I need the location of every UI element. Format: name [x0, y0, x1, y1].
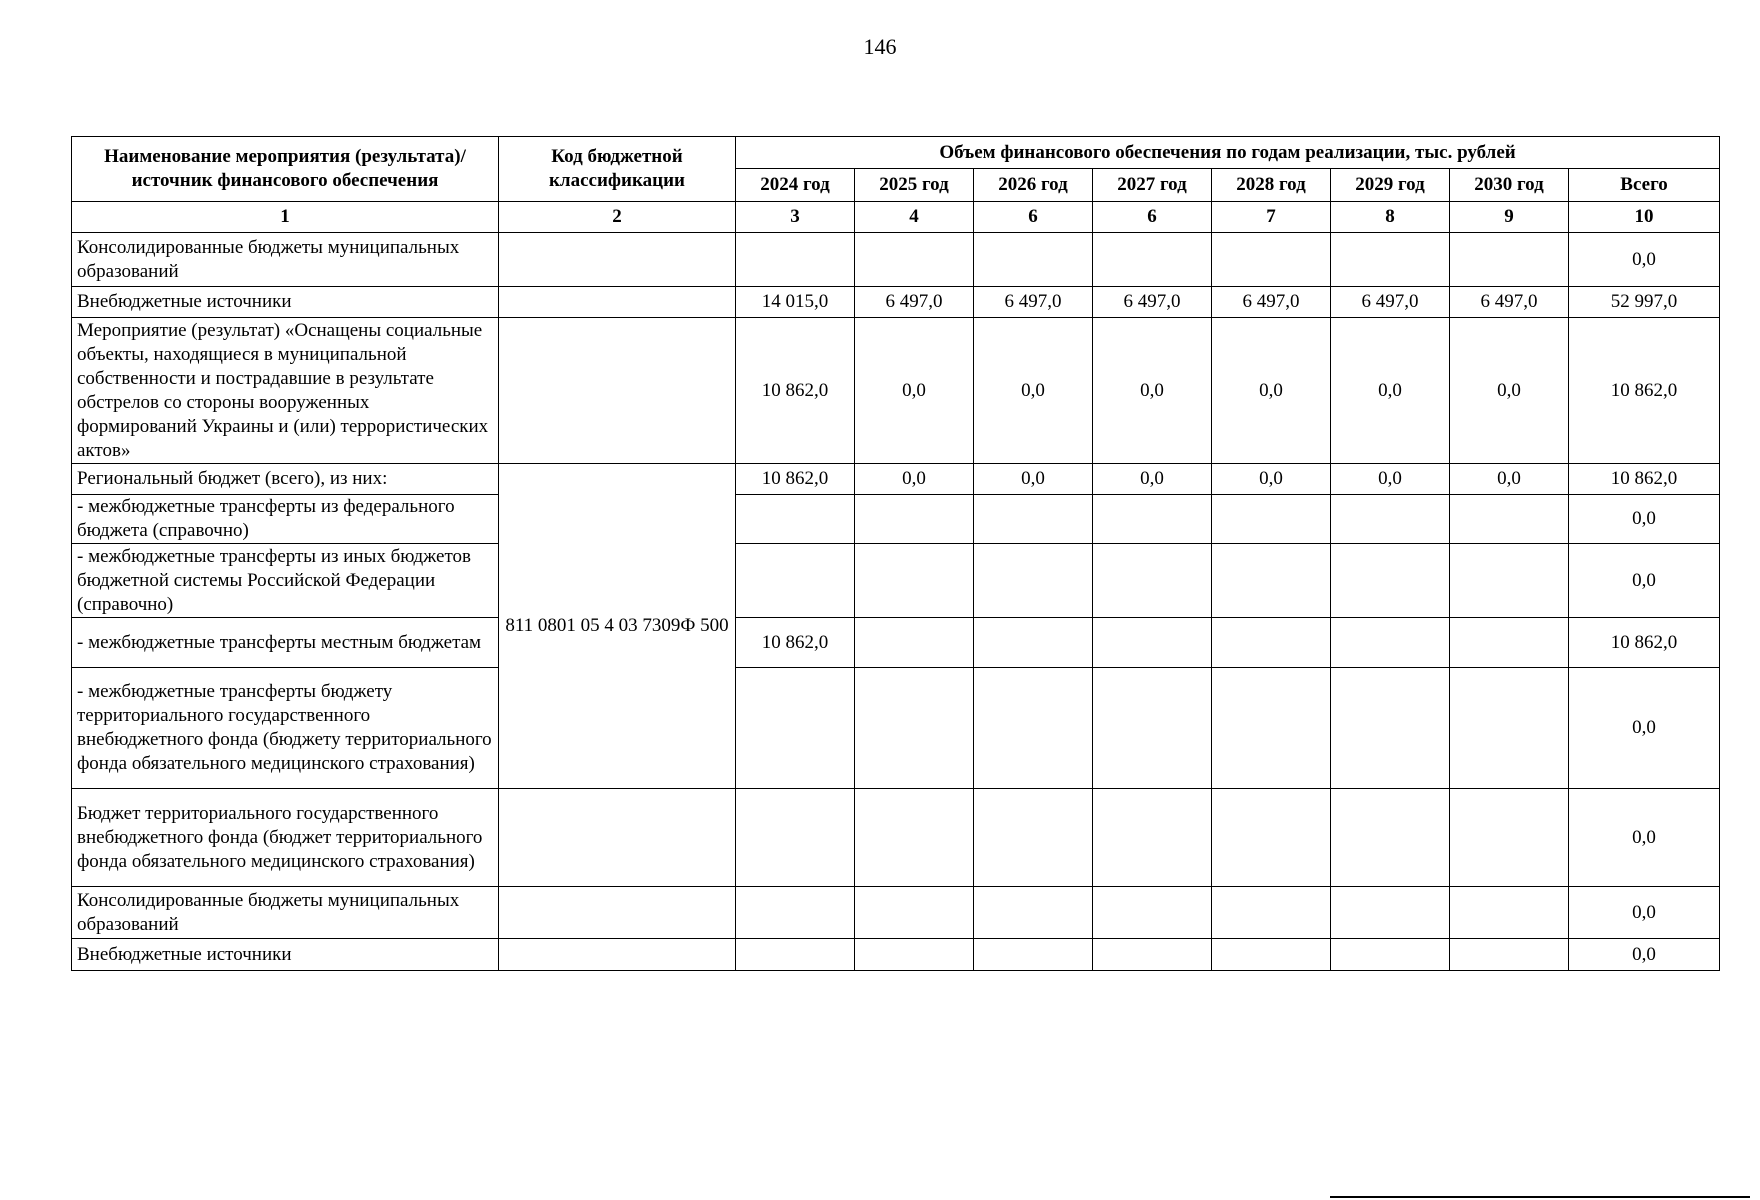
cell-2029	[1331, 668, 1450, 789]
cell-2025: 0,0	[855, 318, 974, 464]
row-code	[499, 233, 736, 287]
header-year-2027: 2027 год	[1093, 169, 1212, 202]
cell-2030	[1450, 495, 1569, 544]
header-total: Всего	[1569, 169, 1720, 202]
table-row	[72, 287, 1720, 318]
header-year-2029: 2029 год	[1331, 169, 1450, 202]
page-number: 146	[863, 34, 897, 59]
cell-2027: 0,0	[1093, 318, 1212, 464]
cell-2030	[1450, 668, 1569, 789]
table-row	[72, 668, 1720, 789]
cell-2028	[1212, 668, 1331, 789]
cell-2028: 0,0	[1212, 464, 1331, 495]
cell-2029: 0,0	[1331, 464, 1450, 495]
row-name: Мероприятие (результат) «Оснащены социальные объекты, находящиеся в муниципальной собственности и пострадавшие в результате обстрелов со стороны вооруженных формирований Украины и (или) террористических актов»	[72, 318, 499, 464]
cell-2029	[1331, 618, 1450, 668]
cell-2026	[974, 939, 1093, 971]
cell-2029	[1331, 939, 1450, 971]
cell-total: 10 862,0	[1569, 464, 1720, 495]
cell-2030	[1450, 887, 1569, 939]
cell-2024	[736, 789, 855, 887]
cell-2025	[855, 887, 974, 939]
cell-2025: 0,0	[855, 464, 974, 495]
cell-total: 0,0	[1569, 887, 1720, 939]
cell-2029	[1331, 495, 1450, 544]
header-year-2025: 2025 год	[855, 169, 974, 202]
row-code	[499, 287, 736, 318]
budget-table	[71, 136, 1720, 971]
header-year-2028: 2028 год	[1212, 169, 1331, 202]
cell-2026	[974, 668, 1093, 789]
column-number: 4	[855, 202, 974, 233]
cell-2027: 6 497,0	[1093, 287, 1212, 318]
cell-2025	[855, 668, 974, 789]
header-year-2024: 2024 год	[736, 169, 855, 202]
row-name: Внебюджетные источники	[72, 939, 499, 971]
header-year-2026: 2026 год	[974, 169, 1093, 202]
cell-2024	[736, 495, 855, 544]
header-year-2030: 2030 год	[1450, 169, 1569, 202]
row-code	[499, 939, 736, 971]
cell-total: 0,0	[1569, 233, 1720, 287]
cell-2026	[974, 495, 1093, 544]
cell-2027	[1093, 668, 1212, 789]
table-row	[72, 939, 1720, 971]
cell-2025	[855, 618, 974, 668]
cell-2028: 0,0	[1212, 318, 1331, 464]
table-row	[72, 233, 1720, 287]
cell-2024: 14 015,0	[736, 287, 855, 318]
cell-2028	[1212, 939, 1331, 971]
row-name: Консолидированные бюджеты муниципальных образований	[72, 233, 499, 287]
row-name: Внебюджетные источники	[72, 287, 499, 318]
merged-code-cell: 811 0801 05 4 03 7309Ф 500	[499, 464, 736, 789]
cell-2028	[1212, 495, 1331, 544]
cell-2027	[1093, 939, 1212, 971]
column-number: 2	[499, 202, 736, 233]
cell-2029: 6 497,0	[1331, 287, 1450, 318]
cell-2029	[1331, 789, 1450, 887]
header-name-column: Наименование мероприятия (результата)/ источник финансового обеспечения	[72, 137, 499, 202]
column-number: 7	[1212, 202, 1331, 233]
column-number: 3	[736, 202, 855, 233]
cell-2024	[736, 233, 855, 287]
cell-2027: 0,0	[1093, 464, 1212, 495]
cell-total: 0,0	[1569, 939, 1720, 971]
cell-2028	[1212, 544, 1331, 618]
cell-2026: 0,0	[974, 464, 1093, 495]
cell-2028: 6 497,0	[1212, 287, 1331, 318]
cell-2030	[1450, 544, 1569, 618]
cell-2030	[1450, 939, 1569, 971]
column-number: 8	[1331, 202, 1450, 233]
cell-2027	[1093, 233, 1212, 287]
row-name: Консолидированные бюджеты муниципальных образований	[72, 887, 499, 939]
table-row	[72, 887, 1720, 939]
table-row	[72, 789, 1720, 887]
cell-2027	[1093, 618, 1212, 668]
row-code	[499, 789, 736, 887]
column-number: 10	[1569, 202, 1720, 233]
cell-2030: 0,0	[1450, 464, 1569, 495]
cell-total: 10 862,0	[1569, 318, 1720, 464]
cell-2030: 6 497,0	[1450, 287, 1569, 318]
cell-2024: 10 862,0	[736, 618, 855, 668]
row-code	[499, 318, 736, 464]
cell-total: 0,0	[1569, 668, 1720, 789]
cell-2027	[1093, 495, 1212, 544]
row-code	[499, 887, 736, 939]
table-row	[72, 318, 1720, 464]
cell-2025	[855, 544, 974, 618]
cell-2024: 10 862,0	[736, 464, 855, 495]
cell-2030	[1450, 233, 1569, 287]
cell-2030: 0,0	[1450, 318, 1569, 464]
column-number: 6	[974, 202, 1093, 233]
cell-2028	[1212, 789, 1331, 887]
cell-2027	[1093, 544, 1212, 618]
cell-2029	[1331, 233, 1450, 287]
cell-2026: 0,0	[974, 318, 1093, 464]
scan-edge-line	[1330, 1196, 1750, 1198]
cell-2028	[1212, 618, 1331, 668]
column-number: 9	[1450, 202, 1569, 233]
cell-2026	[974, 618, 1093, 668]
cell-2024	[736, 939, 855, 971]
cell-2025	[855, 495, 974, 544]
cell-2029: 0,0	[1331, 318, 1450, 464]
cell-2024	[736, 668, 855, 789]
cell-total: 0,0	[1569, 495, 1720, 544]
cell-total: 52 997,0	[1569, 287, 1720, 318]
cell-total: 0,0	[1569, 544, 1720, 618]
row-name: - межбюджетные трансферты местным бюджетам	[72, 618, 499, 668]
column-number: 1	[72, 202, 499, 233]
cell-2025	[855, 939, 974, 971]
cell-2028	[1212, 887, 1331, 939]
row-name: Региональный бюджет (всего), из них:	[72, 464, 499, 495]
row-name: - межбюджетные трансферты бюджету территориального государственного внебюджетного фонда (бюджету территориального фонда обязательного медицинского страхования)	[72, 668, 499, 789]
row-name: - межбюджетные трансферты из иных бюджетов бюджетной системы Российской Федерации (справочно)	[72, 544, 499, 618]
cell-2026: 6 497,0	[974, 287, 1093, 318]
cell-total: 0,0	[1569, 789, 1720, 887]
row-name: Бюджет территориального государственного внебюджетного фонда (бюджет территориального фонда обязательного медицинского страхования)	[72, 789, 499, 887]
table-row	[72, 495, 1720, 544]
cell-total: 10 862,0	[1569, 618, 1720, 668]
table-row	[72, 544, 1720, 618]
cell-2025: 6 497,0	[855, 287, 974, 318]
row-name: - межбюджетные трансферты из федерального бюджета (справочно)	[72, 495, 499, 544]
cell-2026	[974, 789, 1093, 887]
cell-2028	[1212, 233, 1331, 287]
cell-2029	[1331, 544, 1450, 618]
header-funding-group: Объем финансового обеспечения по годам реализации, тыс. рублей	[736, 137, 1720, 169]
cell-2027	[1093, 887, 1212, 939]
header-code-column: Код бюджетной классификации	[499, 137, 736, 202]
cell-2025	[855, 233, 974, 287]
column-number: 6	[1093, 202, 1212, 233]
cell-2030	[1450, 789, 1569, 887]
cell-2024	[736, 887, 855, 939]
cell-2024	[736, 544, 855, 618]
cell-2026	[974, 544, 1093, 618]
table-row	[72, 464, 1720, 495]
cell-2025	[855, 789, 974, 887]
cell-2027	[1093, 789, 1212, 887]
cell-2024: 10 862,0	[736, 318, 855, 464]
cell-2030	[1450, 618, 1569, 668]
cell-2029	[1331, 887, 1450, 939]
cell-2026	[974, 887, 1093, 939]
table-row	[72, 618, 1720, 668]
cell-2026	[974, 233, 1093, 287]
